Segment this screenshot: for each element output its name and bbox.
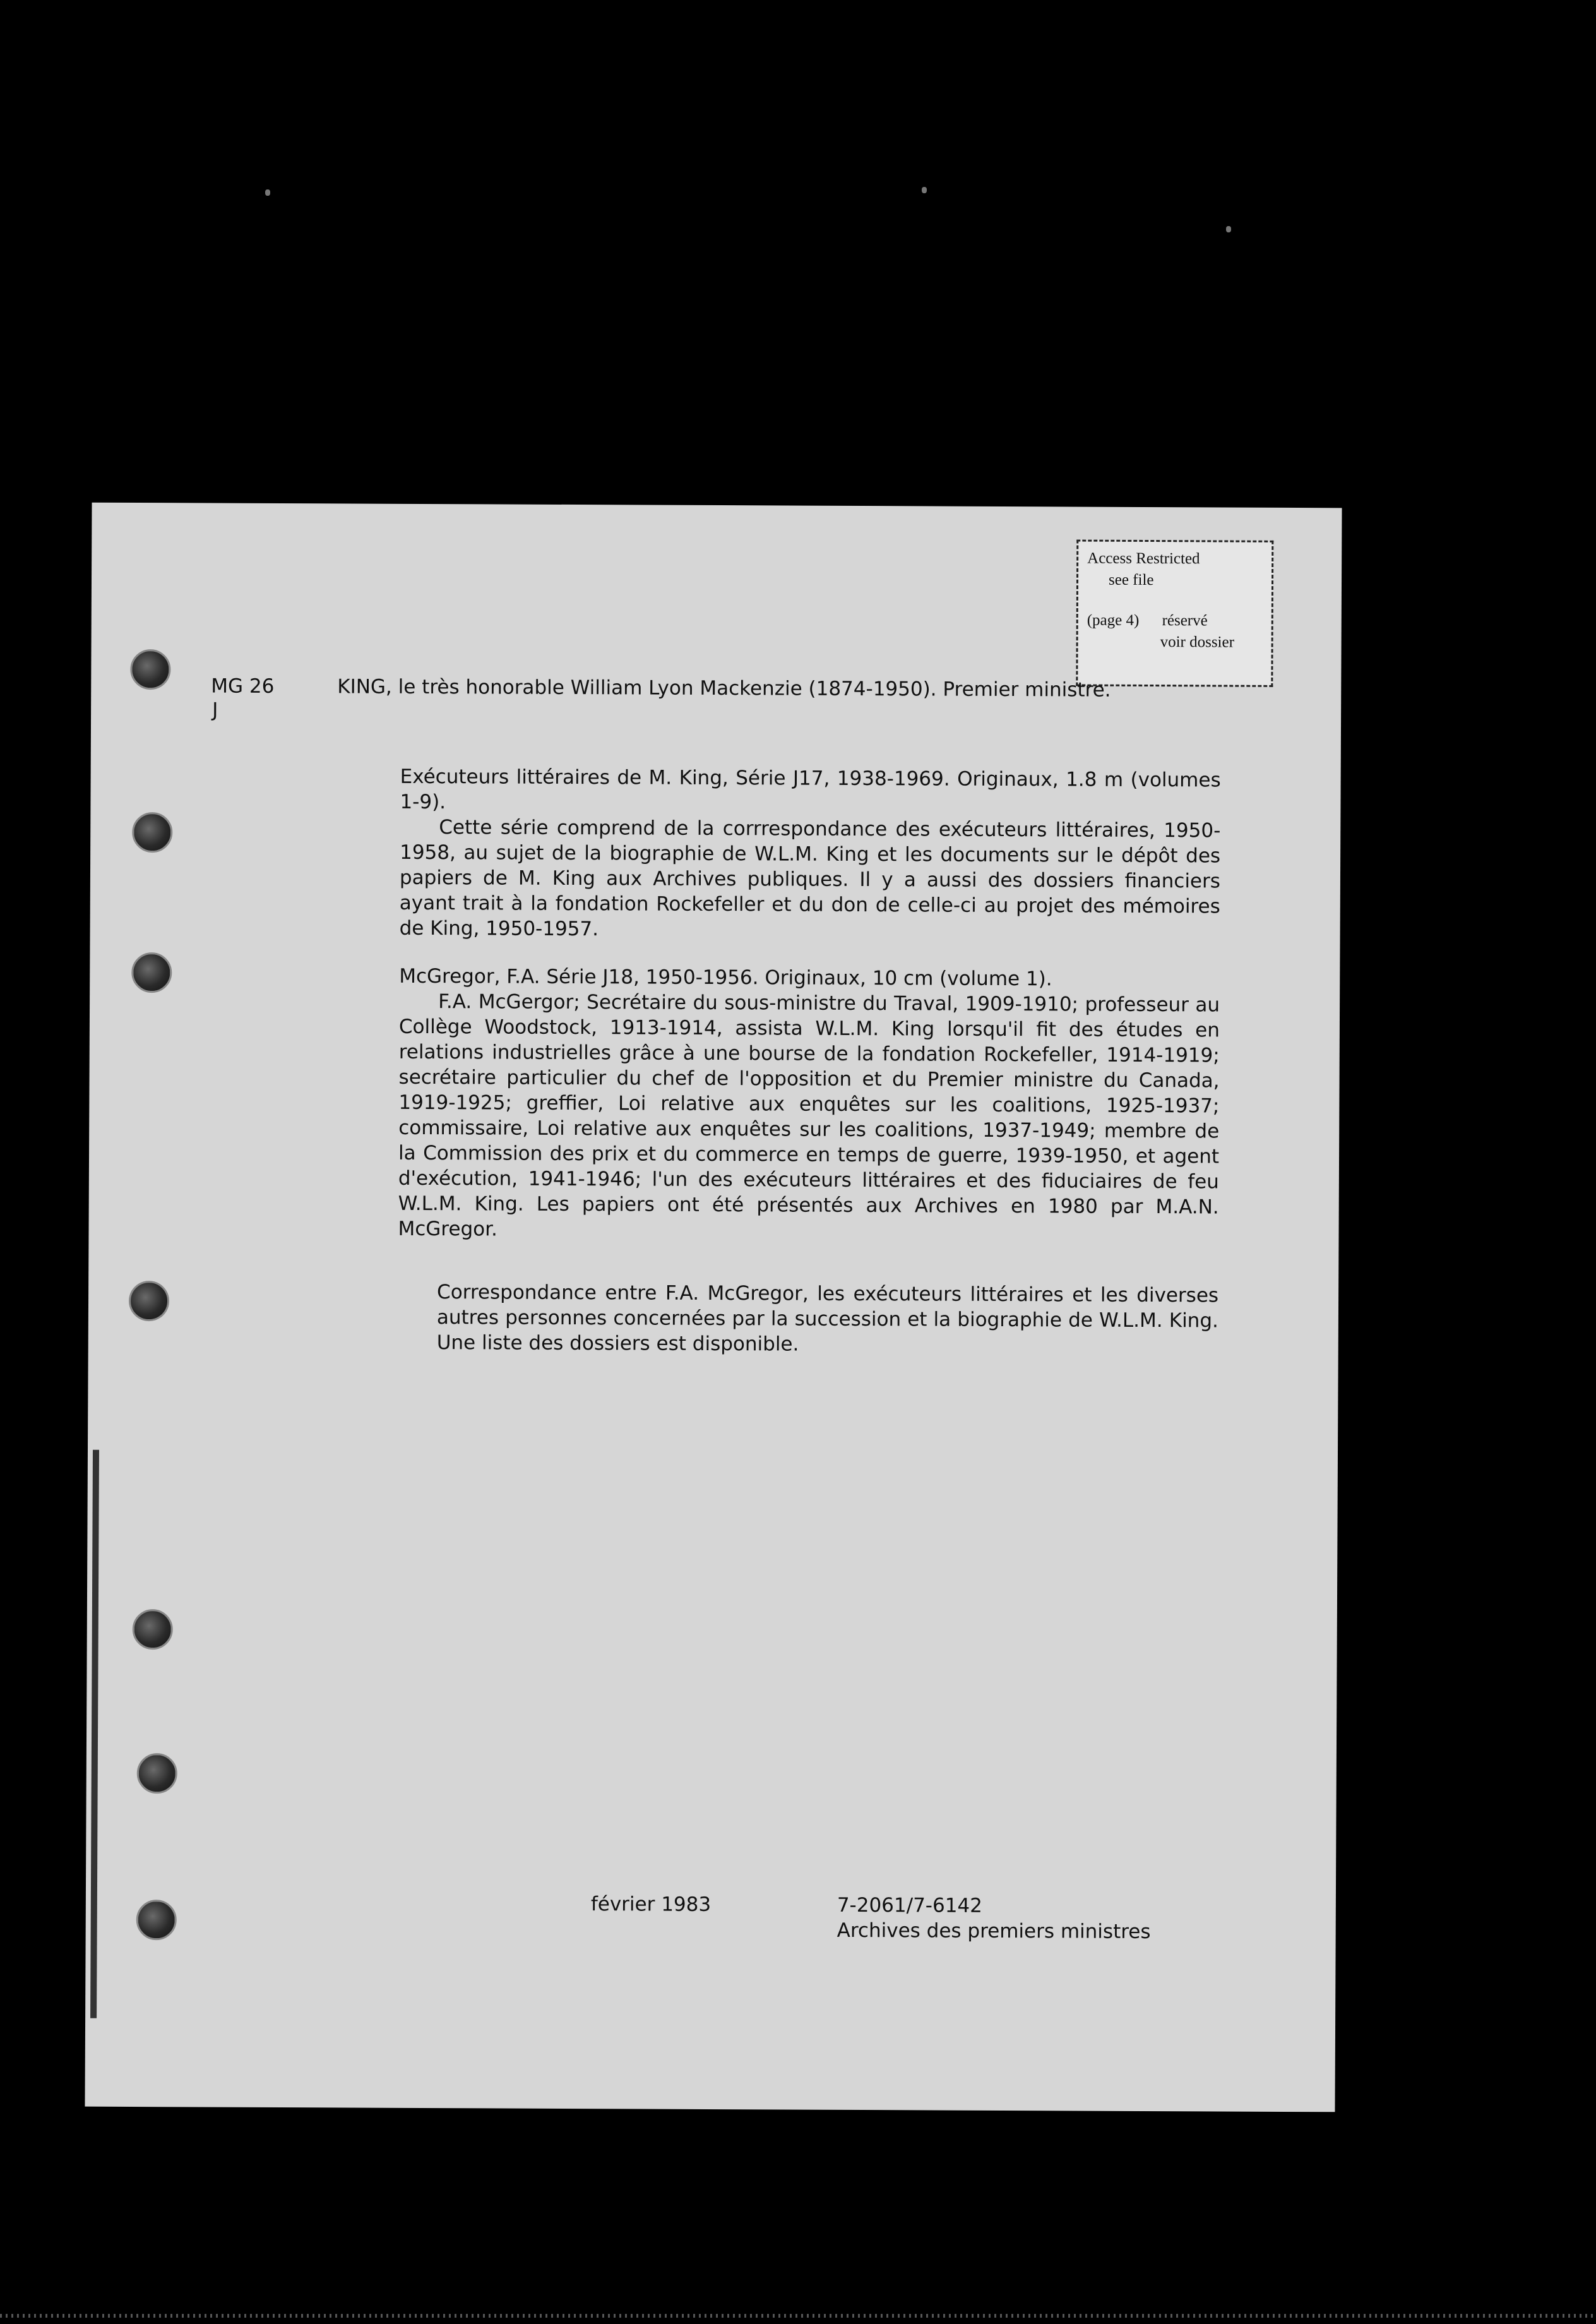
collection-code: MG 26: [211, 674, 275, 698]
series-letter: J: [212, 698, 218, 722]
entry-2-body: F.A. McGergor; Secrétaire du sous-ministre du Traval, 1909-1910; professeur au Collège Woodstock, 1913-1914, assista W.L.M. King lorsqu'il fit des études en relations industrielles grâce à une bourse de la fondation Rockefeller, 1914-1919; secrétaire particulier du chef de l'opposition et du Premier ministre du Canada, 1919-1925; greffier, Loi relative aux enquêtes sur les coalitions, 1925-1937; commissaire, Loi relative aux enquêtes sur les coalitions, 1937-1949; membre de la Commission des prix et du commerce en temps de guerre, 1939-1950, et agent d'exécution, 1941-1946; l'un des exécuteurs littéraires et des fiduciaires de feu W.L.M. King. Les papiers ont été présentés aux Archives en 1980 par M.A.N. McGregor.: [398, 990, 1220, 1241]
entry-1: [400, 764, 1221, 945]
punch-hole-5: [133, 1609, 173, 1650]
punch-hole-6: [137, 1753, 177, 1794]
punch-hole-7: [136, 1900, 177, 1940]
film-speck: [1226, 226, 1231, 232]
stamp-line-3: (page 4): [1087, 611, 1140, 629]
access-restricted-stamp: [1076, 539, 1273, 686]
entry-2-note: Correspondance entre F.A. McGregor, les exécuteurs littéraires et les diverses autres personnes concernées par la succession et la biographie de W.L.M. King. Une liste des dossiers est disponible.: [436, 1281, 1219, 1356]
entry-1-body: Cette série comprend de la corrrespondance des exécuteurs littéraires, 1950-1958, au sujet de la biographie de W.L.M. King et les documents sur le dépôt des papiers de M. King aux Archives publiques. Il y a aussi des dossiers financiers ayant trait à la fondation Rockefeller et du don de celle-ci au projet des mémoires de King, 1950-1957.: [399, 816, 1221, 941]
stamp-line-2: see file: [1108, 571, 1154, 589]
punch-hole-4: [129, 1281, 169, 1321]
entry-2: [398, 964, 1220, 1245]
punch-hole-2: [132, 812, 172, 853]
entry-2-heading: McGregor, F.A. Série J18, 1950-1956. Originaux, 10 cm (volume 1).: [399, 964, 1052, 991]
page-edge-shadow: [90, 1450, 99, 2018]
footer-date: février 1983: [590, 1893, 712, 1916]
footer-department: Archives des premiers ministres: [837, 1919, 1151, 1944]
film-edge-noise: [0, 2314, 1596, 2318]
entry-1-heading: Exécuteurs littéraires de M. King, Série J17, 1938-1969. Originaux, 1.8 m (volumes 1-9).: [400, 765, 1221, 814]
footer-reference: 7-2061/7-6142: [837, 1893, 983, 1917]
punch-hole-1: [130, 649, 170, 690]
film-speck: [922, 187, 927, 193]
punch-hole-3: [131, 952, 172, 993]
stamp-line-4: réservé: [1162, 612, 1208, 630]
film-speck: [265, 189, 270, 196]
page-title: KING, le très honorable William Lyon Mackenzie (1874-1950). Premier ministre.: [337, 675, 1111, 702]
stamp-line-5: voir dossier: [1160, 633, 1235, 651]
document-page: [85, 503, 1342, 2112]
stamp-line-1: Access Restricted: [1087, 549, 1200, 568]
